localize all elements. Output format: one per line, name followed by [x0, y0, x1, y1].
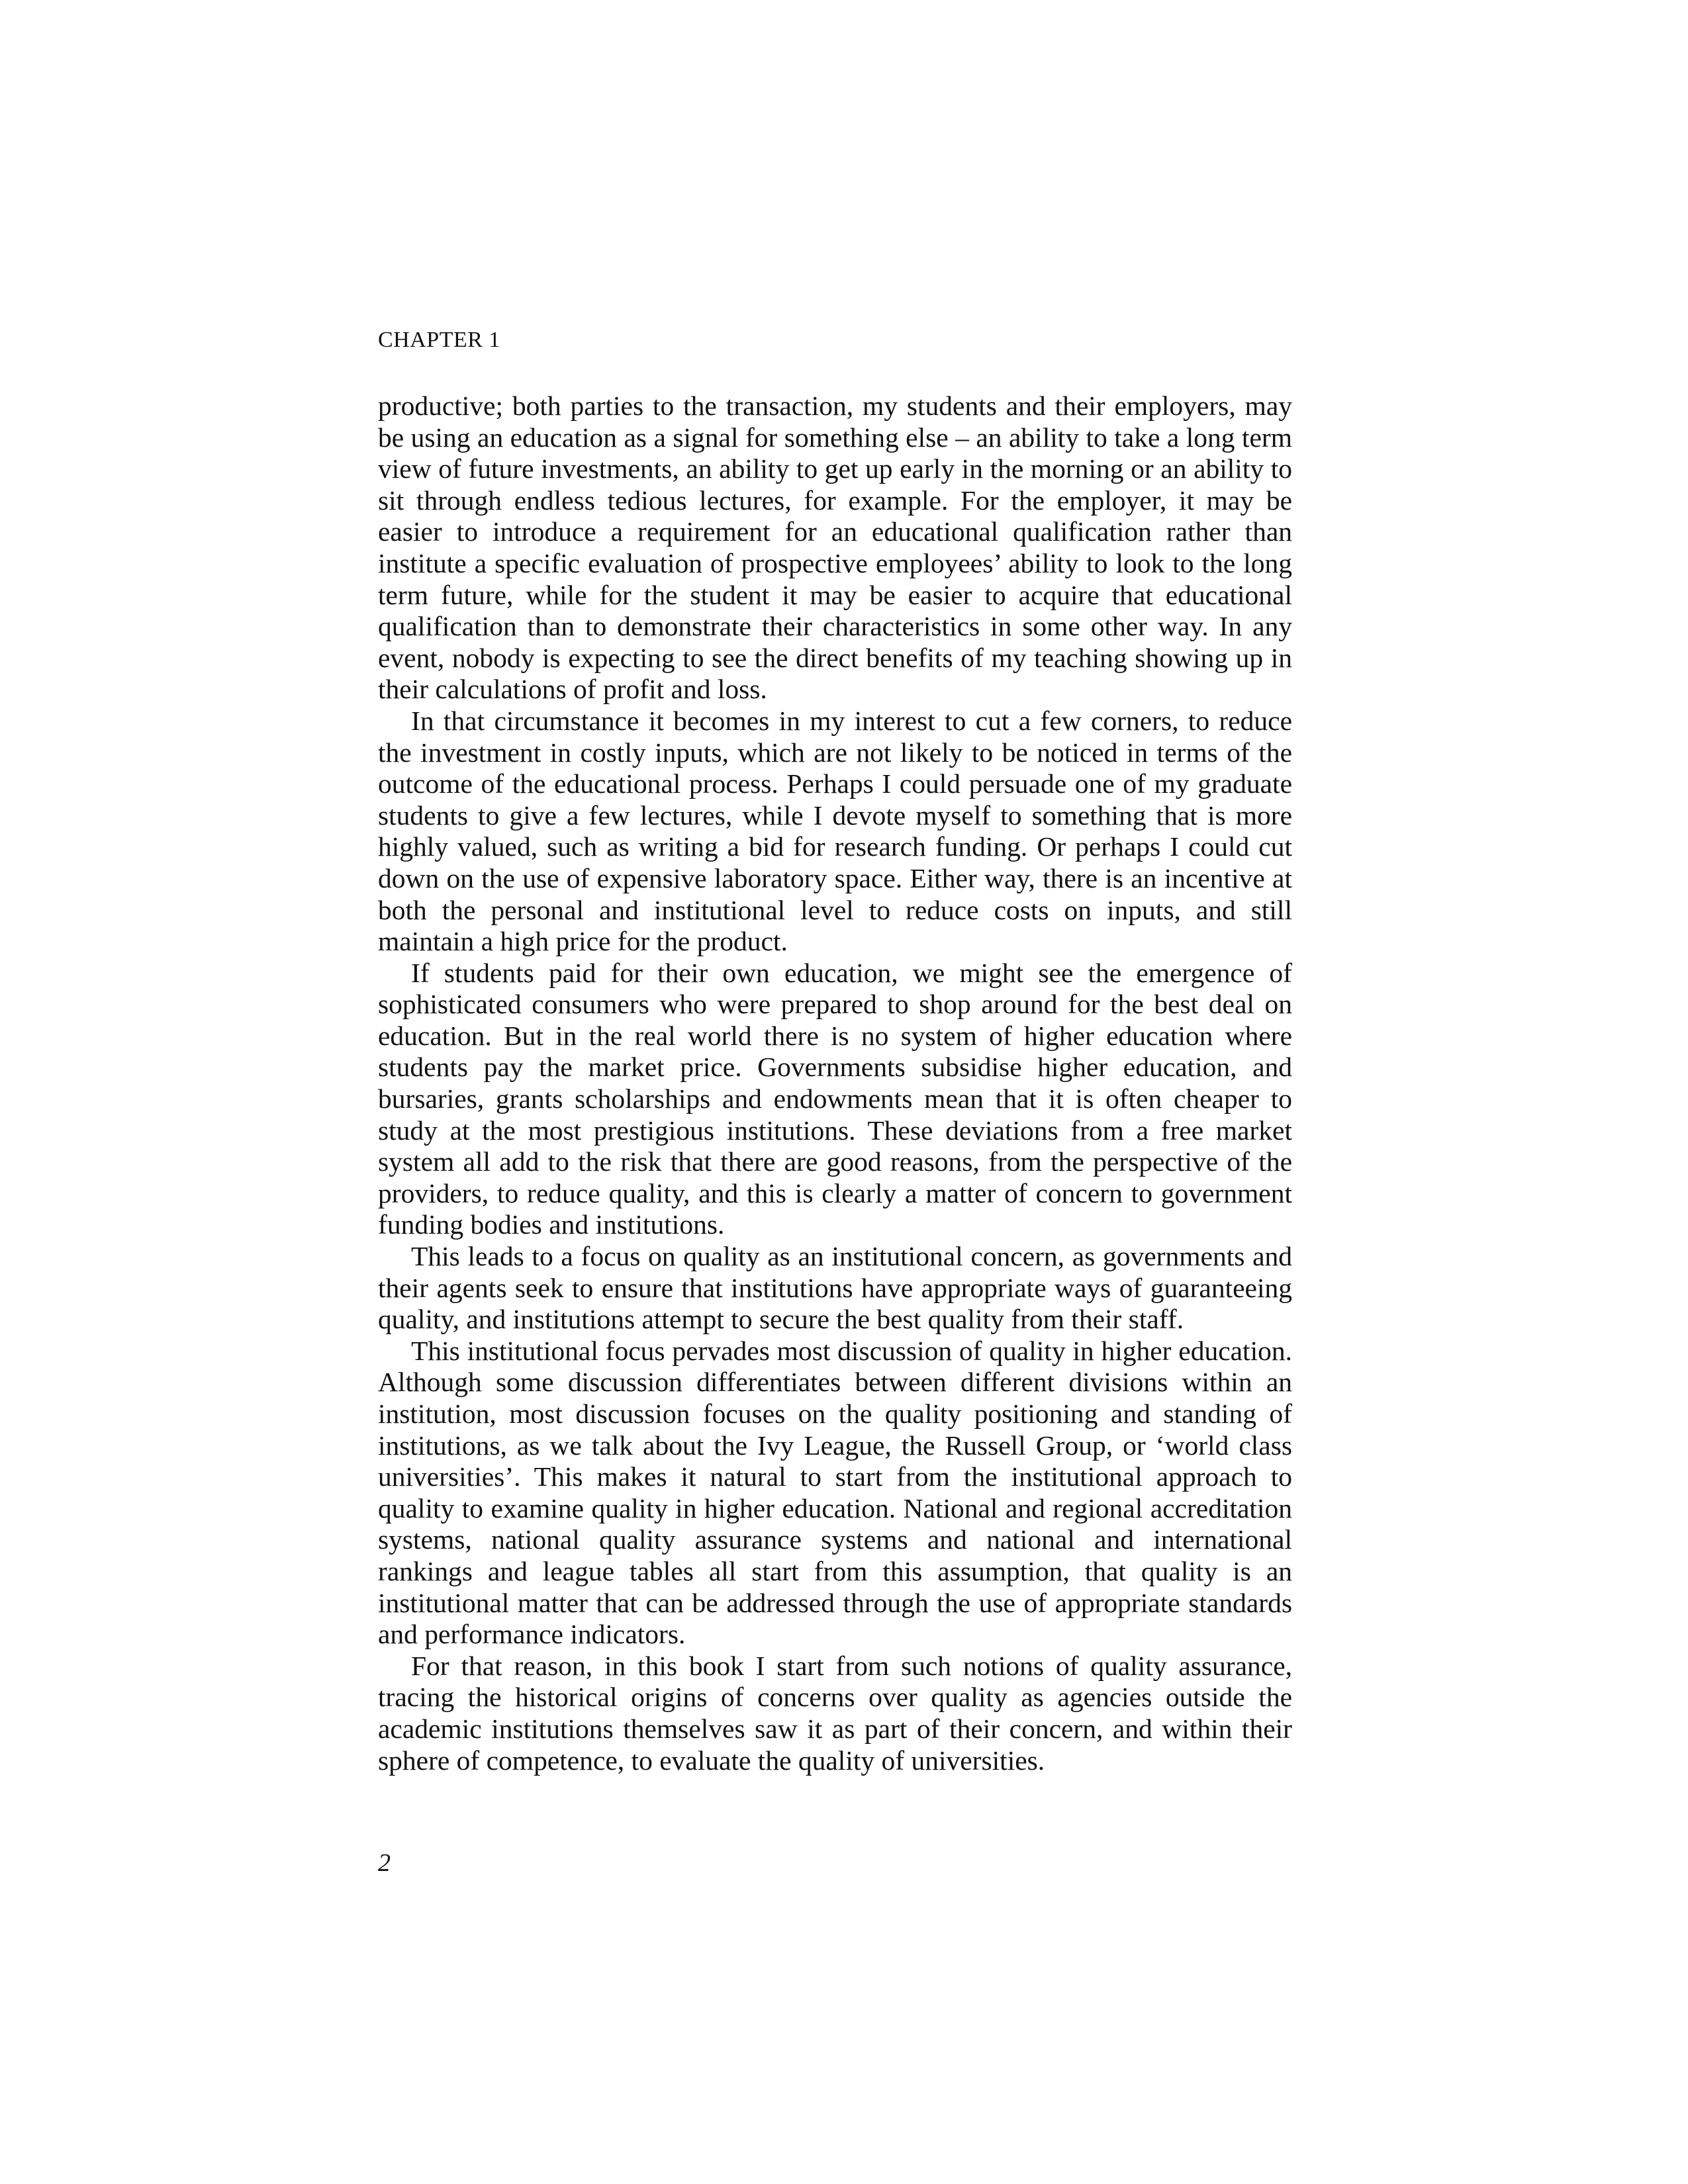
- body-text: [378, 390, 1292, 1776]
- paragraph: For that reason, in this book I start from such notions of quality assurance, tracing the historical origins of concerns over quality as agencies outside the academic institutions themselves saw it as part of their concern, and within their sphere of competence, to evaluate the quality of universities.: [378, 1650, 1292, 1776]
- page-number: 2: [378, 1849, 391, 1877]
- paragraph: This institutional focus pervades most discussion of quality in higher education. Although some discussion differentiates between different divisions within an institution, most discussion focuses on the quality positioning and standing of institutions, as we talk about the Ivy League, the Russell Group, or ‘world class universities’. This makes it natural to start from the institutional approach to quality to examine quality in higher education. National and regional accreditation systems, national quality assurance systems and national and international rankings and league tables all start from this assumption, that quality is an institutional matter that can be addressed through the use of appropriate standards and performance indicators.: [378, 1335, 1292, 1650]
- paragraph: This leads to a focus on quality as an institutional concern, as governments and their agents seek to ensure that institutions have appropriate ways of guaranteeing quality, and institutions attempt to secure the best quality from their staff.: [378, 1241, 1292, 1335]
- paragraph: In that circumstance it becomes in my interest to cut a few corners, to reduce the investment in costly inputs, which are not likely to be noticed in terms of the outcome of the educational process. Perhaps I could persuade one of my graduate students to give a few lectures, while I devote myself to something that is more highly valued, such as writing a bid for research funding. Or perhaps I could cut down on the use of expensive laboratory space. Either way, there is an incentive at both the personal and institutional level to reduce costs on inputs, and still maintain a high price for the product.: [378, 705, 1292, 957]
- paragraph: productive; both parties to the transaction, my students and their employers, may be using an education as a signal for something else – an ability to take a long term view of future investments, an ability to get up early in the morning or an ability to sit through endless tedious lectures, for example. For the employer, it may be easier to introduce a requirement for an educational qualification rather than institute a specific evaluation of prospective employees’ ability to look to the long term future, while for the student it may be easier to acquire that educational qualification than to demonstrate their characteristics in some other way. In any event, nobody is expecting to see the direct benefits of my teaching showing up in their calculations of profit and loss.: [378, 390, 1292, 705]
- running-head: CHAPTER 1: [378, 328, 500, 352]
- paragraph: If students paid for their own education, we might see the emergence of sophisticated consumers who were prepared to shop around for the best deal on education. But in the real world there is no system of higher education where students pay the market price. Governments subsidise higher education, and bursaries, grants scholarships and endowments mean that it is often cheaper to study at the most prestigious institutions. These deviations from a free market system all add to the risk that there are good reasons, from the perspective of the providers, to reduce quality, and this is clearly a matter of concern to government funding bodies and institutions.: [378, 957, 1292, 1240]
